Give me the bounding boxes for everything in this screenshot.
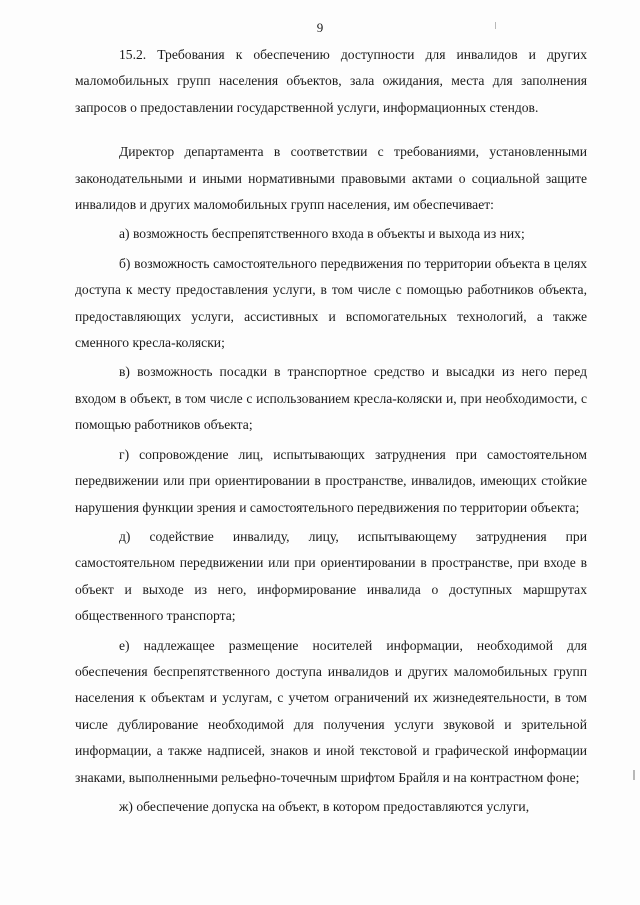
list-item-g: г) сопровождение лиц, испытывающих затруднения при самостоятельном передвижении или при ориентировании в пространстве, инвалидов, имеющих стойкие нарушения функции зрения и самостоятельного передвижения по территории объекта; [75, 446, 587, 515]
list-item-v: в) возможность посадки в транспортное средство и высадки из него перед входом в объект, в том числе с использованием кресла-коляски и, при необходимости, с помощью работников объекта; [75, 364, 587, 433]
list-item-b: б) возможность самостоятельного передвижения по территории объекта в целях доступа к месту предоставления услуги, в том числе с помощью работников объекта, предоставляющих услуги, ассистивных и вспомогательных технологий, а также сменного кресла-коляски; [75, 255, 587, 351]
list-item-a: а) возможность беспрепятственного входа в объекты и выхода из них; [119, 226, 525, 242]
intro-paragraph: Директор департамента в соответствии с требованиями, установленными законодательными и иными нормативными правовыми актами о социальной защите инвалидов и других маломобильных групп населения, им обеспечивает: [75, 144, 587, 213]
document-body [75, 42, 587, 820]
section-heading-paragraph: 15.2. Требования к обеспечению доступности для инвалидов и других маломобильных групп населения объектов, зала ожидания, места для заполнения запросов о предоставлении государственной услуги, информационных стендов. [75, 47, 587, 115]
list-item-d: д) содействие инвалиду, лицу, испытывающему затруднения при самостоятельном передвижении или при ориентировании в пространстве, при входе в объект и выходе из него, информирование инвалида о доступных маршрутах общественного транспорта; [75, 528, 587, 624]
page-number: 9 [316, 20, 324, 35]
list-item-zh: ж) обеспечение допуска на объект, в котором предоставляются услуги, [119, 798, 530, 814]
list-item-e: е) надлежащее размещение носителей информации, необходимой для обеспечения беспрепятственного доступа инвалидов и других маломобильных групп населения к объектам и услугам, с учетом ограничений их жизнедеятельности, в том числе дублирование необходимой для получения услуги звуковой и зрительной информации, а также надписей, знаков и иной текстовой и графической информации знаками, выполненными рельефно-точечным шрифтом Брайля и на контрастном фоне; [75, 637, 587, 785]
scan-mark [495, 22, 496, 29]
scan-mark [633, 770, 635, 780]
